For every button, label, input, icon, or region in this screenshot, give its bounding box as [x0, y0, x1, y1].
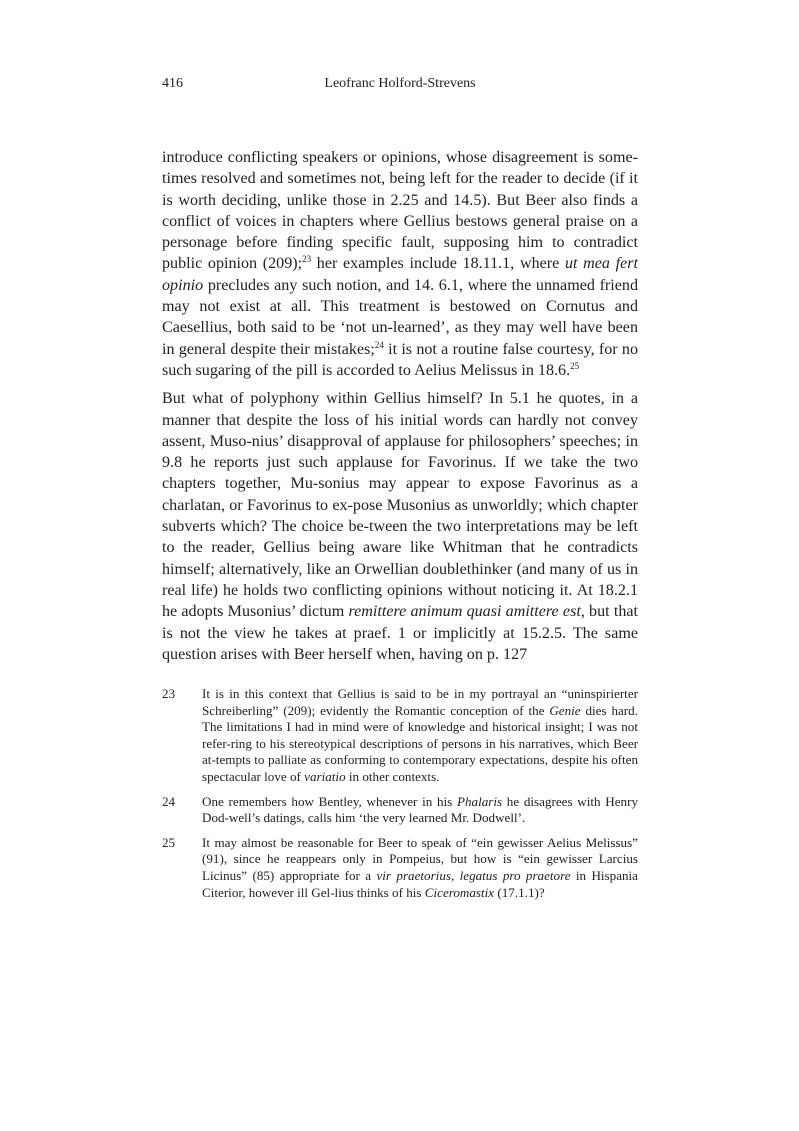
footnote-number: 24	[162, 793, 176, 809]
text-span: introduce conflicting speakers or opinions, whose disagreement is some-times resolved and sometimes not, being left for the reader to decide (if it is worth deciding, unlike those in 2.25 and 14.5). But Beer also finds a conflict of voices in chapters where Gellius bestows general praise on a personage before finding specific fault, supposing him to contradict public opinion (209);	[162, 149, 638, 273]
footnote-ref-25: 25	[570, 360, 580, 371]
latin-phrase: remittere animum quasi amittere est	[348, 603, 581, 621]
paragraph-1	[162, 147, 638, 381]
latin-phrase: ut mea fert opinio	[162, 255, 639, 294]
italic-term: Phalaris	[456, 793, 503, 809]
text-span: her examples include 18.11.1, where	[311, 255, 565, 273]
page-header	[162, 76, 638, 98]
footnote-24	[162, 794, 638, 827]
text-span: It is in this context that Gellius is said to be in my portrayal an “uninspirierter Schreiberling” (209); evidently the Romantic conception of the	[202, 686, 638, 718]
italic-term: variatio	[304, 768, 346, 784]
text-span: in other contexts.	[345, 768, 440, 784]
text-span: It may almost be reasonable for Beer to speak of “ein gewisser Aelius Melissus” (91), since he reappears only in Pompeius, but how is “ein gewisser Larcius Licinus” (85) appropriate for a	[202, 834, 638, 883]
text-span: it is not a routine false courtesy, for no such sugaring of the pill is accorded to Aelius Melissus in 18.6.	[162, 340, 639, 379]
italic-term: Ciceromastix	[424, 884, 495, 900]
text-span: he disagrees with Henry Dod-well’s datings, calls him ‘the very learned Mr. Dodwell’.	[202, 793, 638, 826]
text-span: in Hispania Citerior, however ill Gel-lius thinks of his	[202, 867, 638, 900]
footnote-ref-23: 23	[302, 254, 312, 265]
text-span: precludes any such notion, and 14. 6.1, where the unnamed friend may not exist at all. This treatment is bestowed on Cornutus and Caesellius, both said to be ‘not un-learned’, as they may well have been in general despite their mistakes;	[162, 276, 638, 358]
footnote-25	[162, 835, 638, 901]
text-span: ,	[450, 867, 460, 883]
footnote-ref-24: 24	[374, 339, 384, 350]
footnotes	[162, 686, 638, 909]
paragraph-2	[162, 388, 638, 665]
text-span: dies hard. The limitations I had in mind were of knowledge and historical insight; I was not refer-ring to his stereotypical descriptions of persons in his narratives, which Beer at-tempts to palliate as conforming to contemporary expectations, despite his often spectacular love of	[202, 702, 638, 784]
footnote-text	[202, 686, 638, 786]
text-span: , but that is not the view he takes at praef. 1 or implicitly at 15.2.5. The same question arises with Beer herself when, having on p. 127	[162, 603, 638, 663]
italic-term: vir praetorius	[376, 867, 451, 883]
footnote-number: 25	[162, 834, 176, 850]
italic-term: Genie	[549, 702, 581, 718]
text-span: (17.1.1)?	[494, 884, 545, 900]
running-head: Leofranc Holford-Strevens	[324, 76, 476, 91]
italic-term: legatus pro praetore	[459, 867, 571, 883]
footnote-number: 23	[162, 686, 176, 701]
main-text	[162, 147, 638, 665]
footnote-text	[202, 794, 638, 827]
text-span: But what of polyphony within Gellius himself? In 5.1 he quotes, in a manner that despite the loss of his initial words can hardly not convey assent, Muso-nius’ disapproval of applause for philosophers’ speeches; in 9.8 he reports just such applause for Favorinus. If we take the two chapters together, Mu-sonius may appear to expose Favorinus as a charlatan, or Favorinus to ex-pose Musonius as unworldly; which chapter subverts which? The choice be-tween the two interpretations may be left to the reader, Gellius being aware like Whitman that he contradicts himself; alternatively, like an Orwellian doublethinker (and many of us in real life) he holds two conflicting opinions without noticing it. At 18.2.1 he adopts Musonius’ dictum	[162, 390, 638, 621]
footnote-23	[162, 686, 638, 786]
text-span: One remembers how Bentley, whenever in his	[202, 793, 457, 809]
page-number: 416	[162, 76, 183, 91]
footnote-text	[202, 835, 638, 901]
